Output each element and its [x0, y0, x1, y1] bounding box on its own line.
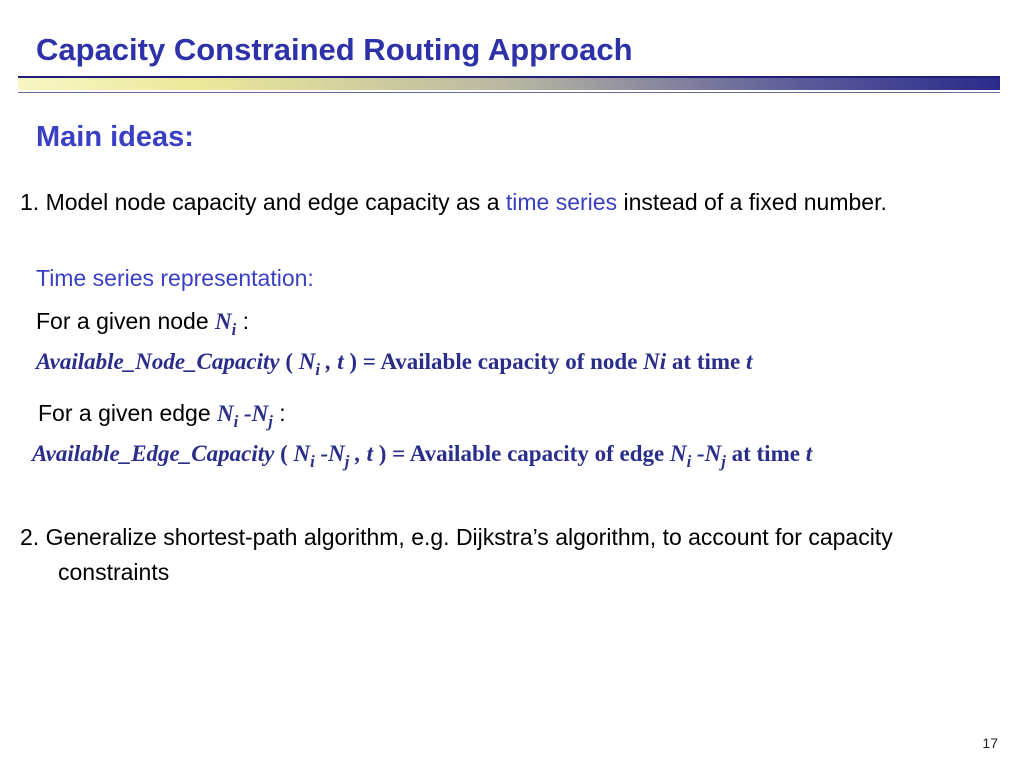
edge-label-text: For a given edge: [38, 400, 218, 426]
edge-colon: :: [272, 400, 286, 426]
page-number: 17: [982, 735, 998, 751]
node-label: [36, 308, 249, 340]
bullet-1-prefix: 1. Model node capacity and edge capacity as a: [20, 189, 506, 215]
edge-formula-at-time: at time: [725, 441, 806, 466]
edge-var-Nj: N: [251, 401, 269, 426]
node-formula-Ni: Ni: [643, 349, 667, 374]
node-formula-N: N: [298, 349, 316, 374]
edge-formula-fn: Available_Edge_Capacity: [32, 441, 275, 466]
node-var-i: i: [231, 319, 237, 339]
node-var-N: N: [215, 309, 232, 334]
node-formula-fn: Available_Node_Capacity: [36, 349, 280, 374]
edge-var-dash: -: [238, 401, 252, 426]
edge-formula-N4: N: [704, 441, 722, 466]
node-formula-t: , t: [319, 349, 344, 374]
edge-formula-t: , t: [349, 441, 374, 466]
edge-formula-j: j: [344, 451, 350, 471]
section-heading: Main ideas:: [36, 121, 194, 153]
edge-formula-i2: i: [686, 451, 692, 471]
node-label-text: For a given node: [36, 308, 216, 334]
edge-formula-time-t: t: [805, 441, 813, 466]
edge-formula-N1: N: [293, 441, 311, 466]
title-underline-thin: [18, 92, 1000, 93]
bullet-1-suffix: instead of a fixed number.: [617, 189, 887, 215]
node-formula-i: i: [315, 359, 320, 379]
edge-var-Ni: N: [217, 401, 234, 426]
edge-formula-j2: j: [721, 451, 726, 471]
edge-capacity-formula: [32, 441, 812, 472]
node-colon: :: [236, 308, 250, 334]
edge-formula-i: i: [310, 451, 315, 471]
edge-formula-eq: ) = Available capacity of edge: [373, 441, 670, 466]
node-formula-time-t: t: [745, 349, 753, 374]
title-underline-bar: [18, 76, 1000, 90]
bullet-2: 2. Generalize shortest-path algorithm, e.g. Dijkstra’s algorithm, to account for capacity constraints: [20, 524, 893, 585]
edge-var-j: j: [268, 411, 273, 431]
slide-title: Capacity Constrained Routing Approach: [36, 32, 633, 67]
edge-formula-dash2: -: [691, 441, 705, 466]
bullet-1: [20, 185, 1005, 220]
edge-formula-N3: N: [669, 441, 687, 466]
time-series-label: Time series representation:: [36, 265, 314, 291]
node-formula-at-time: at time: [666, 349, 746, 374]
node-formula-eq: ) = Available capacity of node: [343, 349, 644, 374]
edge-formula-dash: -: [314, 441, 329, 466]
node-capacity-formula: [36, 349, 752, 380]
node-formula-open: (: [279, 349, 299, 374]
edge-formula-open: (: [274, 441, 294, 466]
edge-formula-N2: N: [328, 441, 345, 466]
edge-var-i: i: [233, 411, 239, 431]
bullet-1-highlight: time series: [505, 189, 618, 215]
edge-label: [38, 400, 286, 432]
